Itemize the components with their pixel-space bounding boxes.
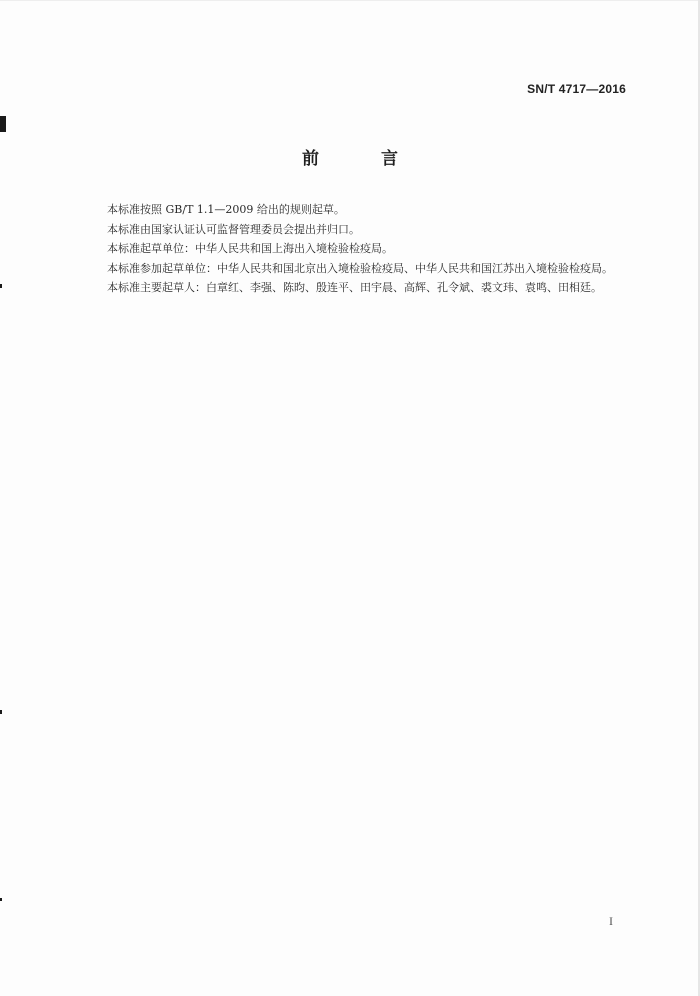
paragraph-participating-units: 本标准参加起草单位：中华人民共和国北京出入境检验检疫局、中华人民共和国江苏出入境检验检疫局。 [107, 261, 613, 275]
binding-mark [0, 284, 2, 288]
paragraph-proposer: 本标准由国家认证认可监督管理委员会提出并归口。 [107, 222, 360, 236]
page-number: I [609, 914, 613, 928]
paragraph-drafting-unit: 本标准起草单位：中华人民共和国上海出入境检验检疫局。 [107, 242, 393, 255]
standard-code: SN/T 4717—2016 [527, 82, 626, 96]
page-title: 前 言 [302, 149, 426, 169]
binding-mark [0, 116, 6, 132]
scan-edge-top [0, 0, 700, 1]
binding-mark [0, 898, 2, 901]
paragraph-main-drafters: 本标准主要起草人：白章红、李强、陈昀、殷连平、田宇晨、高辉、孔令斌、裘文玮、袁鸣、田相廷。 [107, 281, 602, 294]
foreword-body [85, 200, 633, 298]
paragraph-drafting-rules: 本标准按照 GB/T 1.1—2009 给出的规则起草。 [107, 203, 345, 216]
binding-mark [0, 710, 2, 714]
